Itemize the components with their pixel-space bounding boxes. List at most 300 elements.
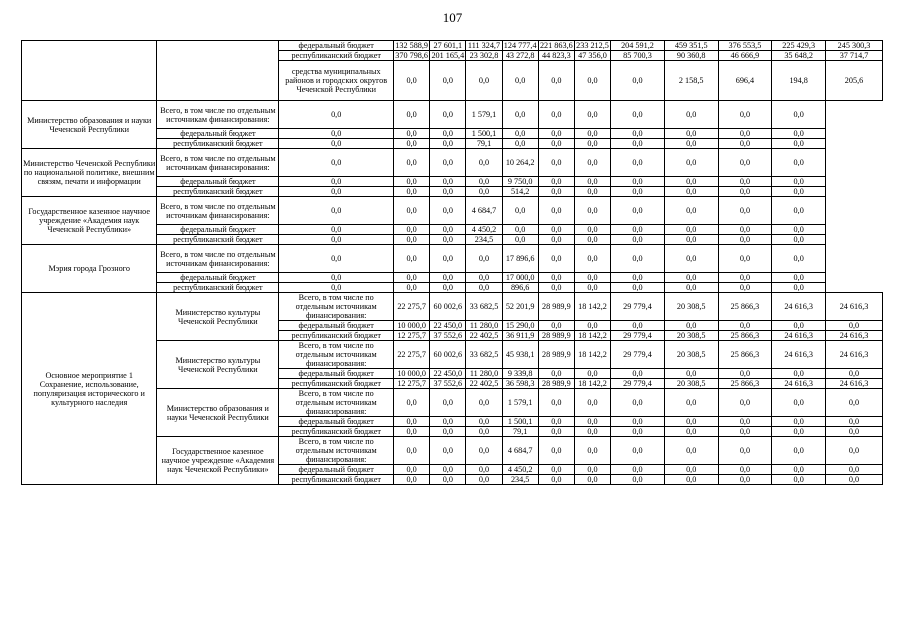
amount-cell: 0,0 <box>538 245 574 273</box>
amount-cell: 24 616,3 <box>772 341 826 369</box>
amount-cell: 17 000,0 <box>502 273 538 283</box>
amount-cell: 0,0 <box>718 245 772 273</box>
amount-cell: 45 938,1 <box>502 341 538 369</box>
amount-cell: 0,0 <box>430 245 466 273</box>
amount-cell: 0,0 <box>772 437 826 465</box>
amount-cell: 1 579,1 <box>502 389 538 417</box>
amount-cell: 0,0 <box>279 245 394 273</box>
table-body <box>22 41 883 485</box>
amount-cell: 0,0 <box>466 245 502 273</box>
amount-cell: 0,0 <box>538 475 574 485</box>
amount-cell: 25 866,3 <box>718 293 772 321</box>
amount-cell: 0,0 <box>574 177 610 187</box>
amount-cell: 0,0 <box>664 369 718 379</box>
amount-cell: 0,0 <box>611 225 665 235</box>
amount-cell: 0,0 <box>394 149 430 177</box>
funding-source-cell: Всего, в том числе по отдельным источникам финансирования: <box>279 437 394 465</box>
amount-cell: 0,0 <box>772 187 826 197</box>
amount-cell: 0,0 <box>394 197 430 225</box>
funding-source-cell: республиканский бюджет <box>279 475 394 485</box>
amount-cell: 0,0 <box>574 197 610 225</box>
amount-cell: 0,0 <box>574 283 610 293</box>
amount-cell: 60 002,6 <box>430 293 466 321</box>
amount-cell: 0,0 <box>279 149 394 177</box>
amount-cell: 0,0 <box>466 465 502 475</box>
funding-source-cell: республиканский бюджет <box>157 235 279 245</box>
amount-cell: 201 165,4 <box>431 51 465 60</box>
amount-cell: 0,0 <box>718 417 772 427</box>
amount-cell: 0,0 <box>574 139 610 149</box>
amount-cell: 85 700,3 <box>611 51 665 61</box>
amount-cell: 0,0 <box>394 273 430 283</box>
amount-cell: 9 750,0 <box>502 177 538 187</box>
amount-cell: 0,0 <box>574 437 610 465</box>
executor-cell <box>157 41 279 101</box>
table-row <box>22 149 883 177</box>
amount-cell: 0,0 <box>611 61 665 101</box>
amount-cell: 22 275,7 <box>394 341 430 369</box>
amount-cell: 0,0 <box>279 235 394 245</box>
amount-cell: 29 779,4 <box>611 379 665 389</box>
funding-source-cell: Всего, в том числе по отдельным источникам финансирования: <box>157 197 279 225</box>
amount-cell: 0,0 <box>772 235 826 245</box>
funding-source-cell: Всего, в том числе по отдельным источникам финансирования: <box>157 149 279 177</box>
amount-cell: 0,0 <box>664 465 718 475</box>
funding-source-cell: республиканский бюджет <box>157 187 279 197</box>
amount-cell: 0,0 <box>826 437 883 465</box>
amount-cell: 0,0 <box>394 437 430 465</box>
amount-cell: 0,0 <box>394 101 430 129</box>
amount-cell: 36 598,3 <box>502 379 538 389</box>
amount-cell: 0,0 <box>772 129 826 139</box>
amount-cell: 0,0 <box>718 177 772 187</box>
funding-source-cell: федеральный бюджет <box>279 41 394 51</box>
amount-cell: 0,0 <box>772 225 826 235</box>
amount-cell: 0,0 <box>772 465 826 475</box>
amount-cell: 221 863,6 <box>539 41 573 50</box>
amount-cell: 0,0 <box>718 437 772 465</box>
amount-cell: 0,0 <box>430 225 466 235</box>
funding-source-cell: федеральный бюджет <box>157 177 279 187</box>
amount-cell: 205,6 <box>826 61 883 101</box>
amount-cell: 28 989,9 <box>538 331 574 341</box>
amount-cell: 0,0 <box>664 417 718 427</box>
amount-cell: 0,0 <box>466 149 502 177</box>
amount-cell: 11 280,0 <box>466 369 502 379</box>
amount-cell: 0,0 <box>430 197 466 225</box>
amount-cell: 0,0 <box>664 475 718 485</box>
amount-cell: 0,0 <box>718 197 772 225</box>
amount-cell: 0,0 <box>772 283 826 293</box>
executor-cell: Министерство образования и науки Чеченской Республики <box>22 101 157 149</box>
amount-cell: 0,0 <box>430 129 466 139</box>
table-row <box>22 41 883 51</box>
amount-cell: 0,0 <box>394 61 430 101</box>
executor-cell: Министерство культуры Чеченской Республики <box>157 341 279 389</box>
amount-cell: 0,0 <box>611 187 665 197</box>
amount-cell: 24 616,3 <box>772 331 826 341</box>
amount-cell: 0,0 <box>574 61 610 101</box>
amount-cell: 370 798,6 <box>395 51 429 60</box>
amount-cell: 0,0 <box>611 475 665 485</box>
table-row <box>22 197 883 225</box>
amount-cell: 0,0 <box>430 283 466 293</box>
amount-cell: 0,0 <box>664 235 718 245</box>
amount-cell: 0,0 <box>574 427 610 437</box>
activity-cell: Основное мероприятие 1 Сохранение, использование, популяризация исторического и культурного наследия <box>22 293 157 485</box>
amount-cell: 0,0 <box>611 177 665 187</box>
amount-cell: 79,1 <box>466 139 502 149</box>
amount-cell: 0,0 <box>772 177 826 187</box>
amount-cell: 0,0 <box>538 321 574 331</box>
amount-cell: 0,0 <box>664 245 718 273</box>
amount-cell: 4 684,7 <box>466 197 502 225</box>
amount-cell: 47 356,0 <box>574 51 610 61</box>
amount-cell: 0,0 <box>772 321 826 331</box>
amount-cell: 0,0 <box>574 273 610 283</box>
amount-cell: 376 553,5 <box>718 41 772 51</box>
amount-cell: 0,0 <box>664 437 718 465</box>
amount-cell: 37 552,6 <box>430 379 466 389</box>
amount-cell: 0,0 <box>394 225 430 235</box>
amount-cell: 0,0 <box>574 475 610 485</box>
executor-cell: Государственное казенное научное учреждение «Академия наук Чеченской Республики» <box>22 197 157 245</box>
funding-source-cell: федеральный бюджет <box>157 225 279 235</box>
amount-cell: 0,0 <box>279 187 394 197</box>
amount-cell: 0,0 <box>279 139 394 149</box>
amount-cell: 27 601,1 <box>430 41 466 51</box>
amount-cell: 20 308,5 <box>664 341 718 369</box>
executor-cell: Министерство Чеченской Республики по национальной политике, внешним связям, печати и информации <box>22 149 157 197</box>
amount-cell: 0,0 <box>718 225 772 235</box>
amount-cell: 0,0 <box>664 427 718 437</box>
amount-cell: 0,0 <box>394 427 430 437</box>
amount-cell: 22 450,0 <box>430 369 466 379</box>
amount-cell: 0,0 <box>430 437 466 465</box>
amount-cell: 0,0 <box>430 139 466 149</box>
amount-cell: 233 212,5 <box>576 41 609 50</box>
amount-cell: 0,0 <box>430 427 466 437</box>
amount-cell: 0,0 <box>718 139 772 149</box>
amount-cell: 24 616,3 <box>826 331 883 341</box>
amount-cell: 25 866,3 <box>718 379 772 389</box>
amount-cell: 0,0 <box>574 187 610 197</box>
amount-cell: 0,0 <box>718 235 772 245</box>
amount-cell: 0,0 <box>466 283 502 293</box>
amount-cell: 23 302,8 <box>466 51 502 61</box>
funding-source-cell: республиканский бюджет <box>279 379 394 389</box>
amount-cell: 22 402,5 <box>466 331 502 341</box>
amount-cell: 0,0 <box>394 187 430 197</box>
amount-cell: 0,0 <box>772 197 826 225</box>
amount-cell: 0,0 <box>574 369 610 379</box>
amount-cell: 0,0 <box>538 101 574 129</box>
amount-cell: 0,0 <box>394 177 430 187</box>
funding-source-cell: республиканский бюджет <box>157 283 279 293</box>
amount-cell: 0,0 <box>664 321 718 331</box>
funding-source-cell: федеральный бюджет <box>157 129 279 139</box>
amount-cell: 0,0 <box>466 437 502 465</box>
amount-cell: 0,0 <box>772 273 826 283</box>
amount-cell: 9 339,8 <box>502 369 538 379</box>
amount-cell: 28 989,9 <box>538 293 574 321</box>
amount-cell: 0,0 <box>430 475 466 485</box>
funding-source-cell: Всего, в том числе по отдельным источникам финансирования: <box>157 101 279 129</box>
amount-cell: 52 201,9 <box>502 293 538 321</box>
amount-cell: 0,0 <box>430 465 466 475</box>
amount-cell: 33 682,5 <box>466 341 502 369</box>
amount-cell: 12 275,7 <box>394 379 430 389</box>
amount-cell: 0,0 <box>502 225 538 235</box>
amount-cell: 0,0 <box>502 139 538 149</box>
budget-table <box>21 40 883 485</box>
amount-cell: 0,0 <box>611 321 665 331</box>
amount-cell: 896,6 <box>502 283 538 293</box>
amount-cell: 22 275,7 <box>394 293 430 321</box>
amount-cell: 0,0 <box>394 245 430 273</box>
funding-source-cell: федеральный бюджет <box>279 321 394 331</box>
amount-cell: 0,0 <box>538 389 574 417</box>
amount-cell: 0,0 <box>664 187 718 197</box>
amount-cell: 0,0 <box>718 101 772 129</box>
funding-source-cell: республиканский бюджет <box>279 331 394 341</box>
amount-cell: 0,0 <box>772 101 826 129</box>
amount-cell: 0,0 <box>664 389 718 417</box>
amount-cell: 0,0 <box>718 149 772 177</box>
amount-cell: 24 616,3 <box>826 293 883 321</box>
amount-cell: 0,0 <box>611 437 665 465</box>
amount-cell: 18 142,2 <box>574 331 610 341</box>
amount-cell: 132 588,9 <box>395 41 429 50</box>
amount-cell: 0,0 <box>574 321 610 331</box>
funding-source-cell: средства муниципальных районов и городских округов Чеченской Республики <box>279 61 394 101</box>
amount-cell: 0,0 <box>664 139 718 149</box>
amount-cell: 0,0 <box>664 283 718 293</box>
funding-source-cell: Всего, в том числе по отдельным источникам финансирования: <box>157 245 279 273</box>
amount-cell: 0,0 <box>279 101 394 129</box>
amount-cell: 0,0 <box>611 197 665 225</box>
amount-cell: 0,0 <box>718 389 772 417</box>
amount-cell: 79,1 <box>502 427 538 437</box>
amount-cell: 0,0 <box>826 427 883 437</box>
amount-cell: 111 324,7 <box>466 41 502 51</box>
funding-source-cell: республиканский бюджет <box>279 427 394 437</box>
funding-source-cell: федеральный бюджет <box>279 369 394 379</box>
amount-cell: 0,0 <box>611 129 665 139</box>
amount-cell: 0,0 <box>394 389 430 417</box>
amount-cell: 0,0 <box>430 187 466 197</box>
amount-cell: 44 823,3 <box>538 51 574 61</box>
funding-source-cell: федеральный бюджет <box>279 465 394 475</box>
amount-cell: 0,0 <box>502 235 538 245</box>
amount-cell: 0,0 <box>718 129 772 139</box>
amount-cell: 0,0 <box>611 417 665 427</box>
executor-cell: Мэрия города Грозного <box>22 245 157 293</box>
amount-cell: 20 308,5 <box>664 379 718 389</box>
amount-cell: 0,0 <box>538 187 574 197</box>
amount-cell: 0,0 <box>611 235 665 245</box>
amount-cell: 0,0 <box>718 283 772 293</box>
amount-cell: 0,0 <box>772 427 826 437</box>
amount-cell: 0,0 <box>538 235 574 245</box>
amount-cell: 2 158,5 <box>664 61 718 101</box>
amount-cell: 245 300,3 <box>826 41 883 51</box>
amount-cell: 0,0 <box>772 389 826 417</box>
amount-cell: 29 779,4 <box>611 341 665 369</box>
amount-cell: 696,4 <box>718 61 772 101</box>
amount-cell: 0,0 <box>826 389 883 417</box>
executor-cell: Министерство образования и науки Чеченской Республики <box>157 389 279 437</box>
amount-cell: 0,0 <box>826 321 883 331</box>
amount-cell: 12 275,7 <box>394 331 430 341</box>
amount-cell: 0,0 <box>466 187 502 197</box>
amount-cell: 0,0 <box>430 235 466 245</box>
amount-cell: 4 450,2 <box>502 465 538 475</box>
amount-cell: 0,0 <box>538 177 574 187</box>
amount-cell: 22 402,5 <box>466 379 502 389</box>
amount-cell: 0,0 <box>466 427 502 437</box>
funding-source-cell: республиканский бюджет <box>279 51 394 61</box>
amount-cell: 0,0 <box>538 61 574 101</box>
amount-cell: 0,0 <box>502 129 538 139</box>
amount-cell: 0,0 <box>718 321 772 331</box>
amount-cell: 18 142,2 <box>574 379 610 389</box>
amount-cell: 0,0 <box>718 187 772 197</box>
amount-cell: 15 290,0 <box>502 321 538 331</box>
amount-cell: 0,0 <box>394 475 430 485</box>
funding-source-cell: республиканский бюджет <box>157 139 279 149</box>
amount-cell: 0,0 <box>279 225 394 235</box>
amount-cell: 0,0 <box>574 235 610 245</box>
amount-cell: 204 591,2 <box>611 41 665 51</box>
amount-cell: 25 866,3 <box>718 341 772 369</box>
amount-cell: 0,0 <box>502 61 538 101</box>
amount-cell: 0,0 <box>772 139 826 149</box>
amount-cell: 0,0 <box>664 101 718 129</box>
amount-cell: 0,0 <box>826 475 883 485</box>
amount-cell: 0,0 <box>574 389 610 417</box>
amount-cell: 0,0 <box>430 273 466 283</box>
amount-cell: 0,0 <box>538 437 574 465</box>
funding-source-cell: Всего, в том числе по отдельным источникам финансирования: <box>279 389 394 417</box>
amount-cell: 43 272,8 <box>502 51 538 61</box>
amount-cell: 20 308,5 <box>664 293 718 321</box>
amount-cell: 0,0 <box>574 417 610 427</box>
amount-cell: 0,0 <box>279 273 394 283</box>
executor-cell: Государственное казенное научное учреждение «Академия наук Чеченской Республики» <box>157 437 279 485</box>
executor-cell: Министерство культуры Чеченской Республики <box>157 293 279 341</box>
amount-cell: 0,0 <box>538 417 574 427</box>
amount-cell: 0,0 <box>466 389 502 417</box>
amount-cell: 0,0 <box>394 283 430 293</box>
activity-cell <box>22 41 157 101</box>
amount-cell: 0,0 <box>279 283 394 293</box>
amount-cell: 20 308,5 <box>664 331 718 341</box>
amount-cell: 0,0 <box>574 245 610 273</box>
amount-cell: 0,0 <box>279 177 394 187</box>
amount-cell: 0,0 <box>772 417 826 427</box>
amount-cell: 18 142,2 <box>574 341 610 369</box>
amount-cell: 0,0 <box>611 369 665 379</box>
amount-cell: 0,0 <box>772 369 826 379</box>
amount-cell: 0,0 <box>574 101 610 129</box>
amount-cell: 17 896,6 <box>502 245 538 273</box>
amount-cell: 46 666,9 <box>718 51 772 61</box>
amount-cell: 0,0 <box>538 129 574 139</box>
amount-cell: 1 579,1 <box>466 101 502 129</box>
amount-cell: 0,0 <box>718 465 772 475</box>
amount-cell: 36 911,9 <box>502 331 538 341</box>
amount-cell: 0,0 <box>394 235 430 245</box>
table-row <box>22 293 883 321</box>
amount-cell: 4 684,7 <box>502 437 538 465</box>
amount-cell: 28 989,9 <box>538 341 574 369</box>
amount-cell: 0,0 <box>574 225 610 235</box>
amount-cell: 0,0 <box>772 149 826 177</box>
amount-cell: 0,0 <box>611 245 665 273</box>
amount-cell: 0,0 <box>664 129 718 139</box>
amount-cell: 11 280,0 <box>466 321 502 331</box>
amount-cell: 0,0 <box>394 465 430 475</box>
amount-cell: 29 779,4 <box>611 293 665 321</box>
funding-source-cell: федеральный бюджет <box>279 417 394 427</box>
amount-cell: 0,0 <box>538 273 574 283</box>
amount-cell: 0,0 <box>718 369 772 379</box>
amount-cell: 33 682,5 <box>466 293 502 321</box>
amount-cell: 0,0 <box>574 149 610 177</box>
amount-cell: 0,0 <box>718 427 772 437</box>
amount-cell: 0,0 <box>538 465 574 475</box>
amount-cell: 0,0 <box>430 149 466 177</box>
amount-cell: 0,0 <box>826 417 883 427</box>
amount-cell: 0,0 <box>611 465 665 475</box>
amount-cell: 0,0 <box>279 129 394 139</box>
amount-cell: 10 000,0 <box>394 321 430 331</box>
amount-cell: 0,0 <box>772 475 826 485</box>
amount-cell: 459 351,5 <box>664 41 718 51</box>
amount-cell: 234,5 <box>466 235 502 245</box>
amount-cell: 0,0 <box>430 177 466 187</box>
amount-cell: 0,0 <box>718 273 772 283</box>
amount-cell: 0,0 <box>394 129 430 139</box>
amount-cell: 24 616,3 <box>772 293 826 321</box>
amount-cell: 22 450,0 <box>430 321 466 331</box>
amount-cell: 0,0 <box>611 139 665 149</box>
amount-cell: 194,8 <box>772 61 826 101</box>
amount-cell: 0,0 <box>430 389 466 417</box>
table-row <box>22 101 883 129</box>
amount-cell: 0,0 <box>611 149 665 177</box>
funding-source-cell: федеральный бюджет <box>157 273 279 283</box>
amount-cell: 25 866,3 <box>718 331 772 341</box>
amount-cell: 0,0 <box>466 475 502 485</box>
amount-cell: 1 500,1 <box>466 129 502 139</box>
amount-cell: 124 777,4 <box>503 41 537 50</box>
amount-cell: 35 648,2 <box>772 51 826 61</box>
amount-cell: 0,0 <box>611 427 665 437</box>
amount-cell: 29 779,4 <box>611 331 665 341</box>
amount-cell: 0,0 <box>574 465 610 475</box>
amount-cell: 10 000,0 <box>394 369 430 379</box>
amount-cell: 0,0 <box>279 197 394 225</box>
amount-cell: 0,0 <box>502 101 538 129</box>
amount-cell: 24 616,3 <box>826 341 883 369</box>
amount-cell: 0,0 <box>772 245 826 273</box>
amount-cell: 0,0 <box>538 139 574 149</box>
amount-cell: 234,5 <box>502 475 538 485</box>
amount-cell: 0,0 <box>664 273 718 283</box>
amount-cell: 37 714,7 <box>826 51 883 61</box>
